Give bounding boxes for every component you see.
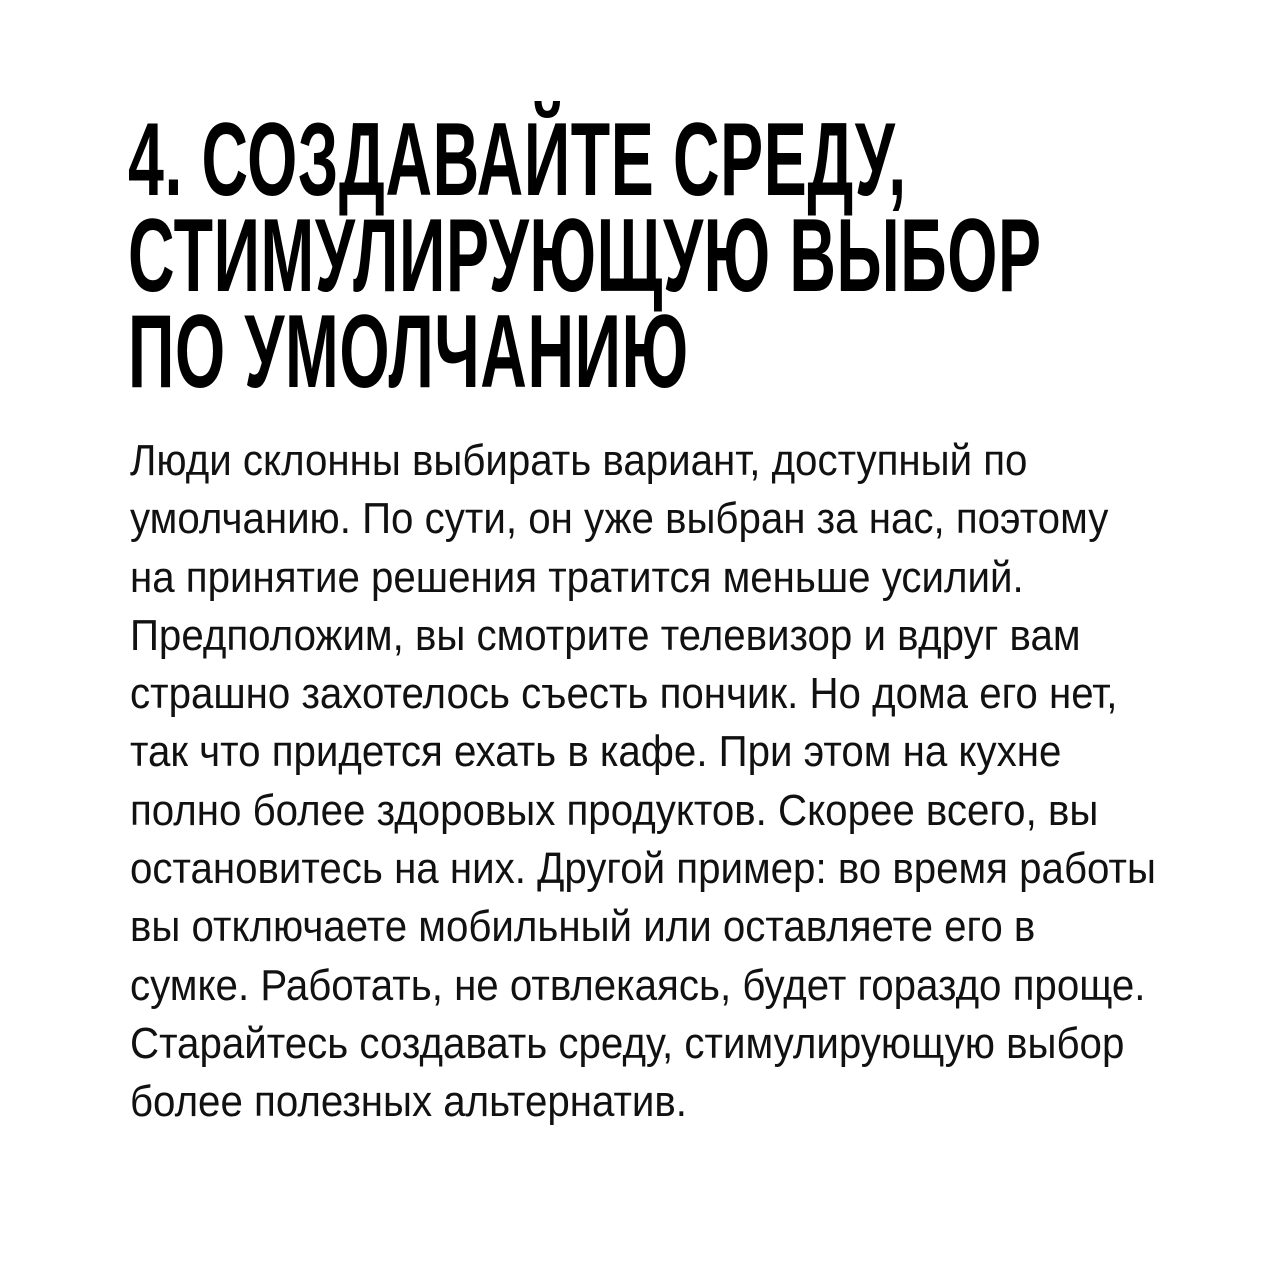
body-line-5: страшно захотелось съесть пончик. Но дома его нет, (130, 669, 1118, 719)
body-line-8: остановитесь на них. Другой пример: во время работы (130, 844, 1156, 894)
body-line-6: так что придется ехать в кафе. При этом на кухне (130, 727, 1062, 777)
body-line-9: вы отключаете мобильный или оставляете его в (130, 902, 1036, 952)
title-line-3: ПО УМОЛЧАНИЮ (128, 294, 689, 410)
body-line-2: умолчанию. По сути, он уже выбран за нас, поэтому (130, 494, 1109, 544)
body-line-11: Старайтесь создавать среду, стимулирующую выбор (130, 1018, 1125, 1068)
body-line-12: более полезных альтернатив. (130, 1077, 688, 1127)
body-paragraph (130, 432, 1240, 1132)
title-line-1: 4. СОЗДАВАЙТЕ СРЕДУ, (128, 102, 907, 218)
body-line-1: Люди склонны выбирать вариант, доступный по (130, 436, 1028, 485)
body-line-10: сумке. Работать, не отвлекаясь, будет гораздо проще. (130, 960, 1146, 1010)
title-line-2: СТИМУЛИРУЮЩУЮ ВЫБОР (128, 198, 1042, 314)
body-line-3: на принятие решения тратится меньше усилий. (130, 552, 1024, 602)
page-title (128, 102, 1188, 410)
body-line-4: Предположим, вы смотрите телевизор и вдруг вам (130, 610, 1081, 660)
body-line-7: полно более здоровых продуктов. Скорее всего, вы (130, 785, 1099, 835)
